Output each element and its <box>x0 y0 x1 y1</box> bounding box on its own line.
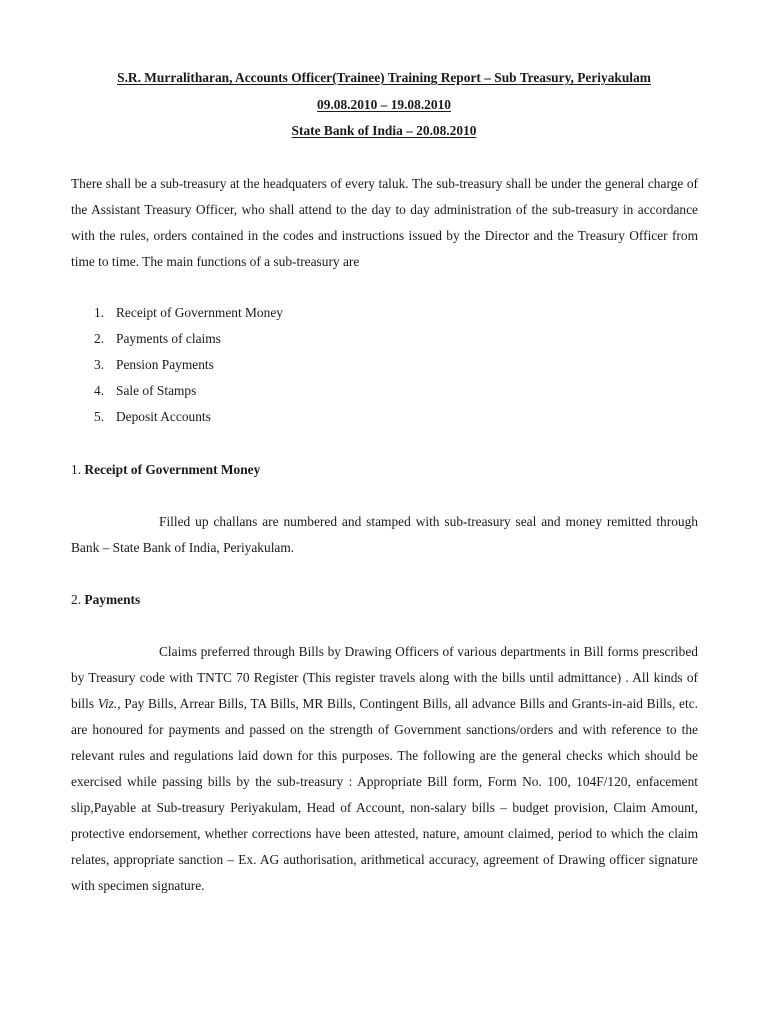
list-item: 3. Pension Payments <box>94 357 214 372</box>
report-title: S.R. Murralitharan, Accounts Officer(Trainee) Training Report – Sub Treasury, Periyakulam <box>117 70 651 85</box>
list-item: 4. Sale of Stamps <box>94 383 197 398</box>
list-item: 2. Payments of claims <box>94 331 221 346</box>
payments-paragraph: Claims preferred through Bills by Drawing Officers of various departments in Bill forms prescribed by Treasury code with TNTC 70 Register (This register travels along with the bills until admittance) . All kinds of bills Viz., Pay Bills, Arrear Bills, TA Bills, MR Bills, Contingent Bills, all advance Bills and Grants-in-aid Bills, etc. are honoured for payments and passed on the strength of Government sanctions/orders and with reference to the relevant rules and regulations laid down for this purposes. The following are the general checks which should be exercised while passing bills by the sub-treasury : Appropriate Bill form, Form No. 100, 104F/120, enfacement slip,Payable at Sub-treasury Periyakulam, Head of Account, non-salary bills – budget provision, Claim Amount, protective endorsement, whether corrections have been attested, nature, amount claimed, period to which the claim relates, appropriate sanction – Ex. AG authorisation, arithmetical accuracy, agreement of Drawing officer signature with specimen signature. <box>71 644 698 893</box>
intro-paragraph: There shall be a sub-treasury at the headquaters of every taluk. The sub-treasury shall be under the general charge of the Assistant Treasury Officer, who shall attend to the day to day administration of the sub-treasury in accordance with the rules, orders contained in the codes and instructions issued by the Director and the Treasury Officer from time to time. The main functions of a sub-treasury are <box>71 176 698 269</box>
receipt-paragraph: Filled up challans are numbered and stamped with sub-treasury seal and money remitted through Bank – State Bank of India, Periyakulam. <box>71 514 698 555</box>
list-item: 5. Deposit Accounts <box>94 409 211 424</box>
section-heading-receipt: 1. Receipt of Government Money <box>71 462 261 477</box>
bank-visit-date: State Bank of India – 20.08.2010 <box>291 123 477 138</box>
functions-list <box>94 300 283 430</box>
section-heading-payments: 2. Payments <box>71 592 141 607</box>
list-item: 1. Receipt of Government Money <box>94 305 283 320</box>
training-period: 09.08.2010 – 19.08.2010 <box>317 97 451 112</box>
